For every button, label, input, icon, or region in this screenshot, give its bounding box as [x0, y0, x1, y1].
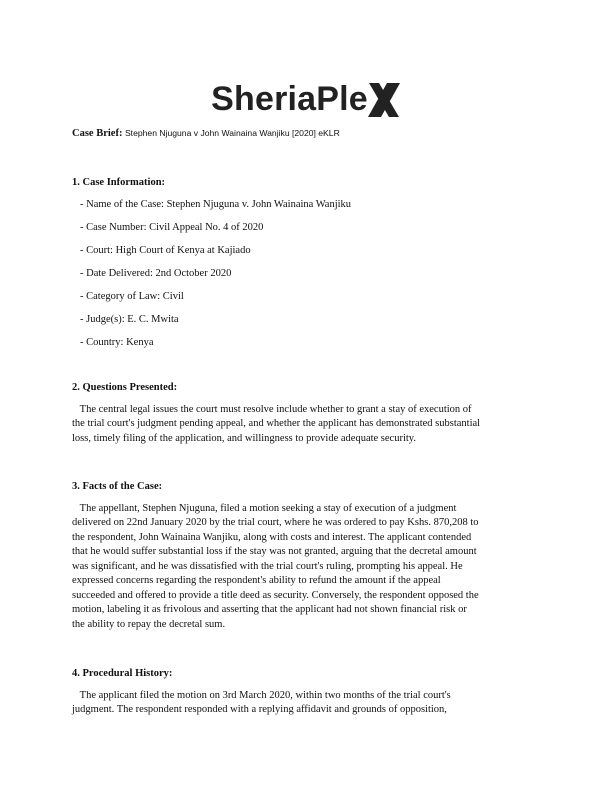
logo-x-mark-icon [367, 81, 401, 119]
logo [0, 78, 612, 120]
paragraph-line: that he would suffer substantial loss if the stay was not granted, arguing that the decretal amount [72, 546, 477, 558]
case-brief-title: Stephen Njuguna v John Wainaina Wanjiku [2020] eKLR [124, 128, 340, 138]
paragraph-line: The central legal issues the court must resolve include whether to grant a stay of execution of [72, 404, 472, 415]
info-item-date: - Date Delivered: 2nd October 2020 [80, 268, 232, 279]
procedural-history-paragraph [72, 689, 542, 718]
paragraph-line: the trial court's judgment pending appeal, and whether the applicant has demonstrated substantial [72, 418, 481, 430]
section-heading-procedural-history: 4. Procedural History: [72, 668, 173, 679]
questions-paragraph [72, 403, 542, 446]
paragraph-line: delivered on 22nd January 2020 by the trial court, where he was ordered to pay Kshs. 870,208 to [72, 517, 479, 529]
paragraph-line: The applicant filed the motion on 3rd March 2020, within two months of the trial court's [72, 690, 451, 701]
paragraph-line: expressed concerns regarding the respondent's ability to refund the amount if the appeal [72, 575, 441, 587]
info-item-court: - Court: High Court of Kenya at Kajiado [80, 245, 251, 256]
info-item-judges: - Judge(s): E. C. Mwita [80, 314, 179, 325]
paragraph-line: loss, timely filing of the application, and willingness to provide adequate security. [72, 432, 416, 444]
case-brief-label: Case Brief: [72, 128, 123, 139]
case-brief-line [72, 127, 542, 140]
info-item-country: - Country: Kenya [80, 337, 154, 348]
facts-paragraph [72, 502, 542, 632]
logo-text: SheriaPle [211, 80, 368, 118]
section-heading-questions-presented: 2. Questions Presented: [72, 382, 178, 393]
paragraph-line: The appellant, Stephen Njuguna, filed a motion seeking a stay of execution of a judgment [72, 503, 457, 514]
info-item-name: - Name of the Case: Stephen Njuguna v. John Wainaina Wanjiku [80, 199, 352, 210]
paragraph-line: succeeded and offered to provide a title deed as security. Conversely, the respondent opposed the [72, 589, 479, 601]
info-item-case-number: - Case Number: Civil Appeal No. 4 of 2020 [80, 222, 264, 233]
paragraph-line: the respondent, John Wainaina Wanjiku, along with costs and interest. The applicant contended [72, 531, 472, 543]
paragraph-line: judgment. The respondent responded with a replying affidavit and grounds of opposition, [72, 704, 447, 716]
paragraph-line: motion, labeling it as frivolous and asserting that the applicant had not shown financial risk or [72, 604, 467, 616]
section-heading-case-information: 1. Case Information: [72, 177, 166, 188]
section-heading-facts: 3. Facts of the Case: [72, 481, 163, 492]
info-item-category: - Category of Law: Civil [80, 291, 184, 302]
paragraph-line: the ability to repay the decretal sum. [72, 618, 226, 630]
paragraph-line: was significant, and he was dissatisfied with the trial court's ruling, prompting his appeal. He [72, 560, 463, 572]
